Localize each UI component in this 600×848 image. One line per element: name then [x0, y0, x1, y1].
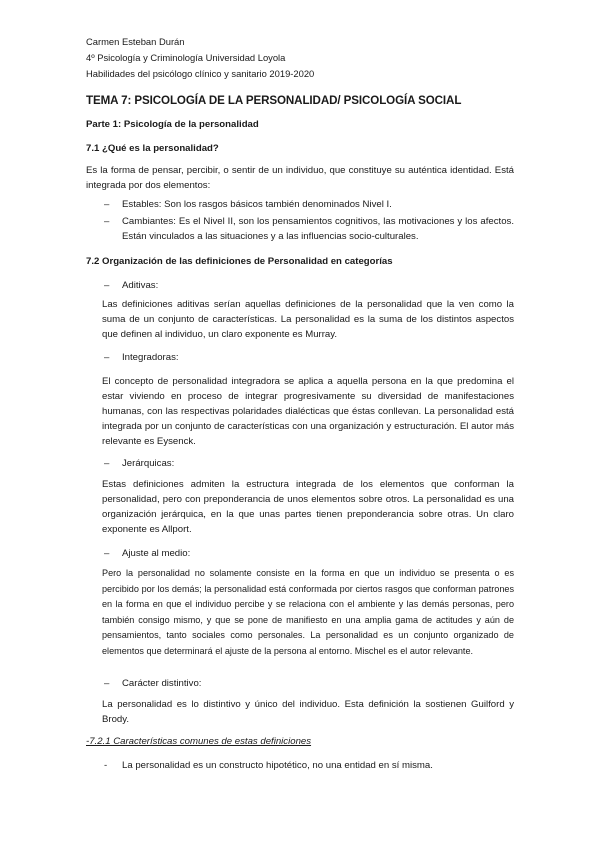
list-item-text: Cambiantes: Es el Nivel II, son los pensamientos cognitivos, las motivaciones y los afectos. Están vinculados a las situaciones y a las influencias socio-culturales. — [122, 216, 514, 242]
document-title: TEMA 7: PSICOLOGÍA DE LA PERSONALIDAD/ PSICOLOGÍA SOCIAL — [86, 94, 462, 107]
document-header — [86, 34, 314, 82]
list-item — [104, 758, 433, 773]
section-7-1-intro: Es la forma de pensar, percibir, o sentir de un individuo, que constituye su auténtica identidad. Está integrada por dos elementos: — [86, 165, 514, 191]
list-item — [104, 214, 514, 244]
category-label-text: Integradoras: — [122, 352, 179, 363]
category-paragraph: El concepto de personalidad integradora se aplica a aquella persona en la que predomina el estar viviendo en proceso de integrar progresivamente su diversidad de manifestaciones humanas, con las respectivas polaridades dialécticas que éstas conllevan. La personalidad está integrada por un conjunto de características con una organización y estructuración. El autor más relevante es Eysenck. — [102, 376, 514, 447]
category-paragraph: Estas definiciones admiten la estructura integrada de los elementos que conforman la personalidad, pero con preponderancia de unos elementos sobre otros. La personalidad es una organización jerárquica, en la que unas partes tienen preponderancia sobre otras. Un claro exponente es Allport. — [102, 479, 514, 535]
list-dash: – — [104, 352, 110, 363]
section-heading-7-1: 7.1 ¿Qué es la personalidad? — [86, 143, 219, 154]
list-dash: - — [104, 760, 108, 771]
list-dash: – — [104, 458, 110, 469]
category-label — [104, 456, 174, 471]
author-name: Carmen Esteban Durán — [86, 36, 185, 47]
list-item-text: Estables: Son los rasgos básicos también denominados Nivel I. — [122, 199, 392, 210]
list-dash: – — [104, 199, 110, 210]
subject-name: Habilidades del psicólogo clínico y sanitario 2019-2020 — [86, 68, 315, 79]
category-label — [104, 546, 190, 561]
list-item-text: La personalidad es un constructo hipotético, no una entidad en sí misma. — [122, 760, 433, 771]
list-dash: – — [104, 280, 110, 291]
course-name: 4º Psicología y Criminología Universidad Loyola — [86, 52, 286, 63]
category-paragraph: Las definiciones aditivas serían aquellas definiciones de la personalidad que la ven como la suma de un conjunto de características. La personalidad es la suma de los distintos aspectos que definen al individuo, un claro exponente es Murray. — [102, 299, 514, 340]
category-label — [104, 278, 158, 293]
section-heading-7-2: 7.2 Organización de las definiciones de Personalidad en categorías — [86, 256, 393, 267]
list-item — [104, 197, 392, 212]
part-heading: Parte 1: Psicología de la personalidad — [86, 119, 259, 130]
list-dash: – — [104, 548, 110, 559]
category-label — [104, 350, 179, 365]
category-label-text: Jerárquicas: — [122, 458, 175, 469]
list-dash: – — [104, 216, 110, 227]
list-dash: – — [104, 678, 110, 689]
category-label-text: Carácter distintivo: — [122, 678, 202, 689]
category-label-text: Aditivas: — [122, 280, 159, 291]
category-paragraph: Pero la personalidad no solamente consiste en la forma en que un individuo se presenta o es percibido por los demás; la personalidad está conformada por ciertos rasgos que conforman patrones en la forma en que el individuo percibe y se relaciona con el ambiente y las demás personas, pero también consigo mismo, y que se pone de manifiesto en una amplia gama de actitudes y aún de pensamientos, tanto sociales como personales. La personalidad es un conjunto organizado de elementos que determinará el ajuste de la persona al entorno. Mischel es el autor relevante. — [102, 568, 514, 656]
category-label — [104, 676, 201, 691]
subsection-heading-7-2-1: -7.2.1 Características comunes de estas definiciones — [86, 736, 312, 747]
category-label-text: Ajuste al medio: — [122, 548, 191, 559]
category-paragraph: La personalidad es lo distintivo y único del individuo. Esta definición la sostienen Guilford y Brody. — [102, 699, 514, 725]
